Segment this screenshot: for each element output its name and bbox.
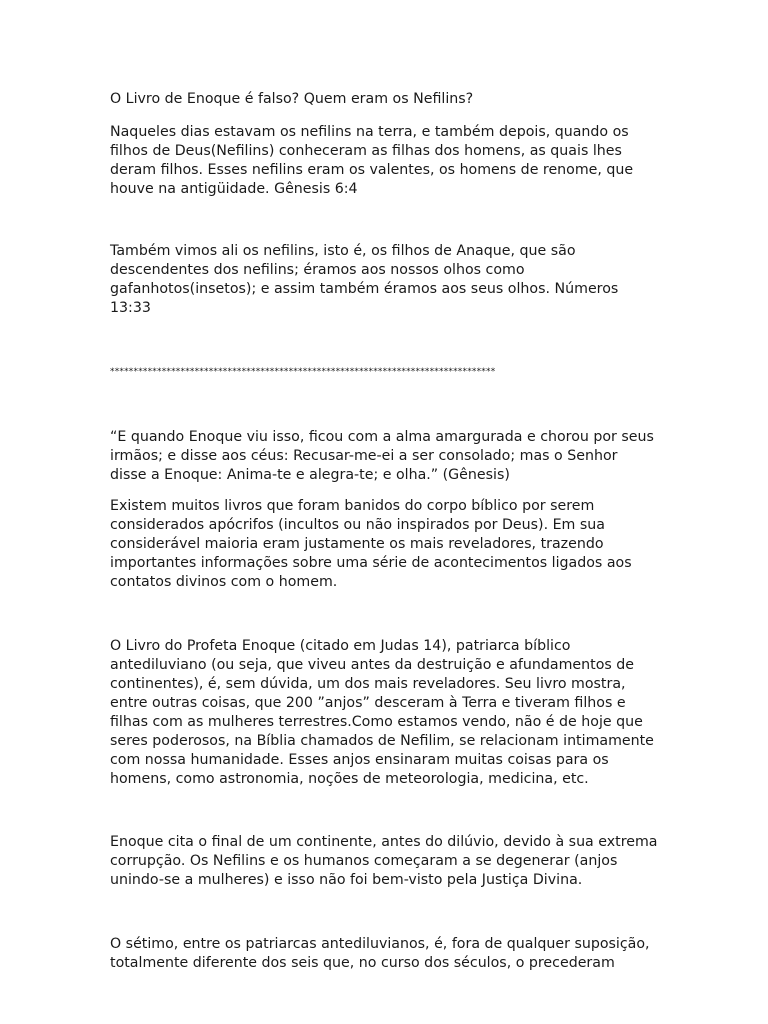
paragraph-final-de-continente: Enoque cita o final de um continente, antes do dilúvio, devido à sua extrema corrupção. Os Nefilins e os humanos começaram a se degenerar (anjos unindo-se a mulheres) e isso não foi bem-visto pela Justiça Divina. bbox=[110, 834, 658, 888]
paragraph-numeros-13-33: Também vimos ali os nefilins, isto é, os filhos de Anaque, que são descendentes dos nefilins; éramos aos nossos olhos como gafanhotos(insetos); e assim também éramos aos seus olhos. Números 13:33 bbox=[110, 243, 619, 316]
paragraph-livro-do-profeta-enoque: O Livro do Profeta Enoque (citado em Judas 14), patriarca bíblico antediluviano (ou seja, que viveu antes da destruição e afundamentos de continentes), é, sem dúvida, um dos mais reveladores. Seu livro mostra, entre outras coisas, que 200 ”anjos” desceram à Terra e tiveram filhos e filhas com as mulheres terrestres.Como estamos vendo, não é de hoje que seres poderosos, na Bíblia chamados de Nefilim, se relacionam intimamente com nossa humanidade. Esses anjos ensinaram muitas coisas para os homens, como astronomia, noções de meteorologia, medicina, etc. bbox=[110, 638, 654, 787]
paragraph-setimo-patriarca: O sétimo, entre os patriarcas antediluvianos, é, fora de qualquer suposição, totalmente diferente dos seis que, no curso dos séculos, o precederam bbox=[110, 936, 650, 971]
separator-asterisks: ********************************************************************************** bbox=[110, 367, 496, 377]
quote-enoque: “E quando Enoque viu isso, ficou com a alma amargurada e chorou por seus irmãos; e disse aos céus: Recusar-me-ei a ser consolado; mas o Senhor disse a Enoque: Anima-te e alegra-te; e olha.” (Gênesis) bbox=[110, 429, 654, 483]
paragraph-genesis-6-4: Naqueles dias estavam os nefilins na terra, e também depois, quando os filhos de Deus(Nefilins) conheceram as filhas dos homens, as quais lhes deram filhos. Esses nefilins eram os valentes, os homens de renome, que houve na antigüidade. Gênesis 6:4 bbox=[110, 124, 634, 197]
paragraph-livros-banidos: Existem muitos livros que foram banidos do corpo bíblico por serem considerados apócrifos (incultos ou não inspirados por Deus). Em sua considerável maioria eram justamente os mais reveladores, trazendo importantes informações sobre uma série de acontecimentos ligados aos contatos divinos com o homem. bbox=[110, 498, 632, 590]
document-title: O Livro de Enoque é falso? Quem eram os Nefilins? bbox=[110, 91, 474, 107]
